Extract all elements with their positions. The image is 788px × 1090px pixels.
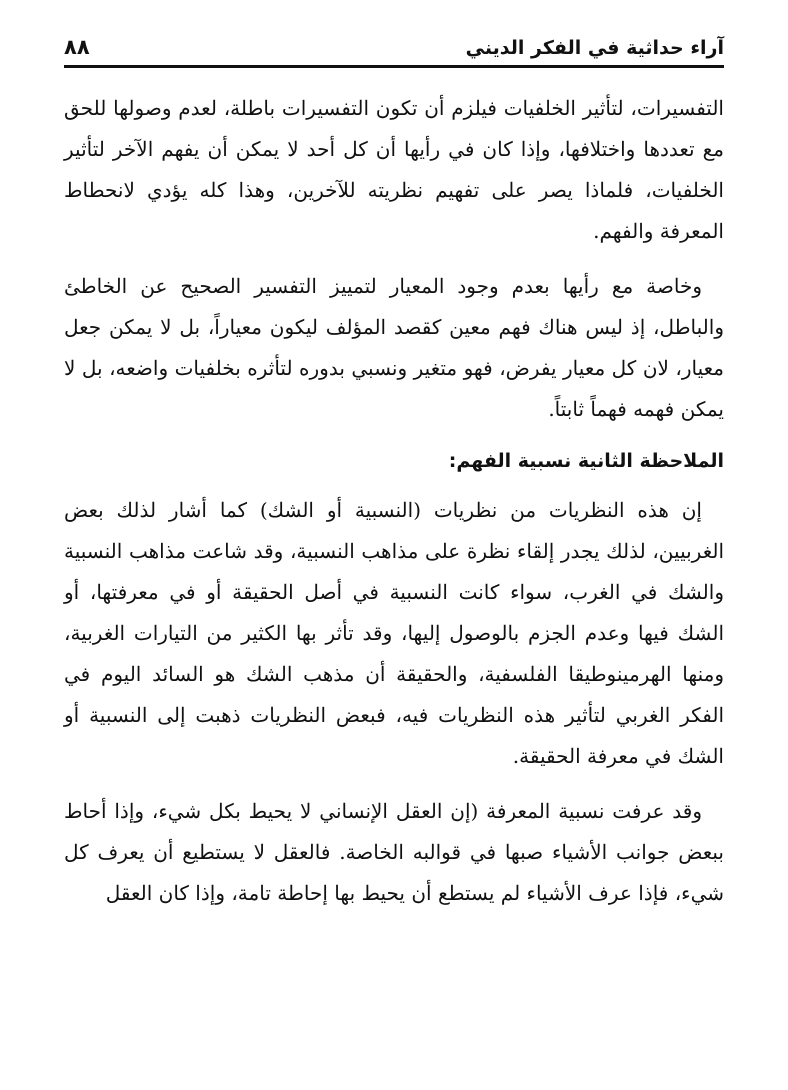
paragraph: وقد عرفت نسبية المعرفة (إن العقل الإنساني لا يحيط بكل شيء، وإذا أحاط ببعض جوانب الأشياء صبها في قوالبه الخاصة. فالعقل لا يستطيع أن يعرف كل شيء، فإذا عرف الأشياء لم يستطع أن يحيط بها إحاطة تامة، وإذا كان العقل (64, 799, 724, 905)
paragraph: إن هذه النظريات من نظريات (النسبية أو الشك) كما أشار لذلك بعض الغربيين، لذلك يجدر إلقاء نظرة على مذاهب النسبية، وقد شاعت مذاهب النسبية والشك في الغرب، سواء كانت النسبية في أصل الحقيقة أو في معرفتها، أو الشك فيها وعدم الجزم بالوصول إليها، وقد تأثر بها الكثير من التيارات الغربية، ومنها الهرمينوطيقا الفلسفية، والحقيقة أن مذهب الشك هو السائد اليوم في الفكر الغربي لتأثير هذه النظريات فيه، فبعض النظريات ذهبت إلى النسبية أو الشك في معرفة الحقيقة. (64, 498, 724, 768)
paragraph-continuation: التفسيرات، لتأثير الخلفيات فيلزم أن تكون التفسيرات باطلة، لعدم وصولها للحق مع تعددها واختلافها، وإذا كان في رأيها أن كل أحد لا يمكن أن يفهم الآخر لتأثير الخلفيات، فلماذا يصر على تفهيم نظريته للآخرين، وهذا كله يؤدي لانحطاط المعرفة والفهم. (64, 96, 724, 243)
page-number: ٨٨ (64, 35, 90, 59)
running-title: آراء حداثية في الفكر الديني (465, 37, 724, 59)
section-heading: الملاحظة الثانية نسبية الفهم: (448, 450, 724, 472)
page-body (64, 88, 724, 1070)
paragraph: وخاصة مع رأيها بعدم وجود المعيار لتمييز التفسير الصحيح عن الخاطئ والباطل، إذ ليس هناك فهم معين كقصد المؤلف ليكون معياراً، بل لا يمكن جعل معيار، لان كل معيار يفرض، فهو متغير ونسبي بدوره لتأثره بخلفيات واضعه، بل لا يمكن فهمه فهماً ثابتاً. (64, 274, 724, 421)
page-header (64, 28, 724, 68)
